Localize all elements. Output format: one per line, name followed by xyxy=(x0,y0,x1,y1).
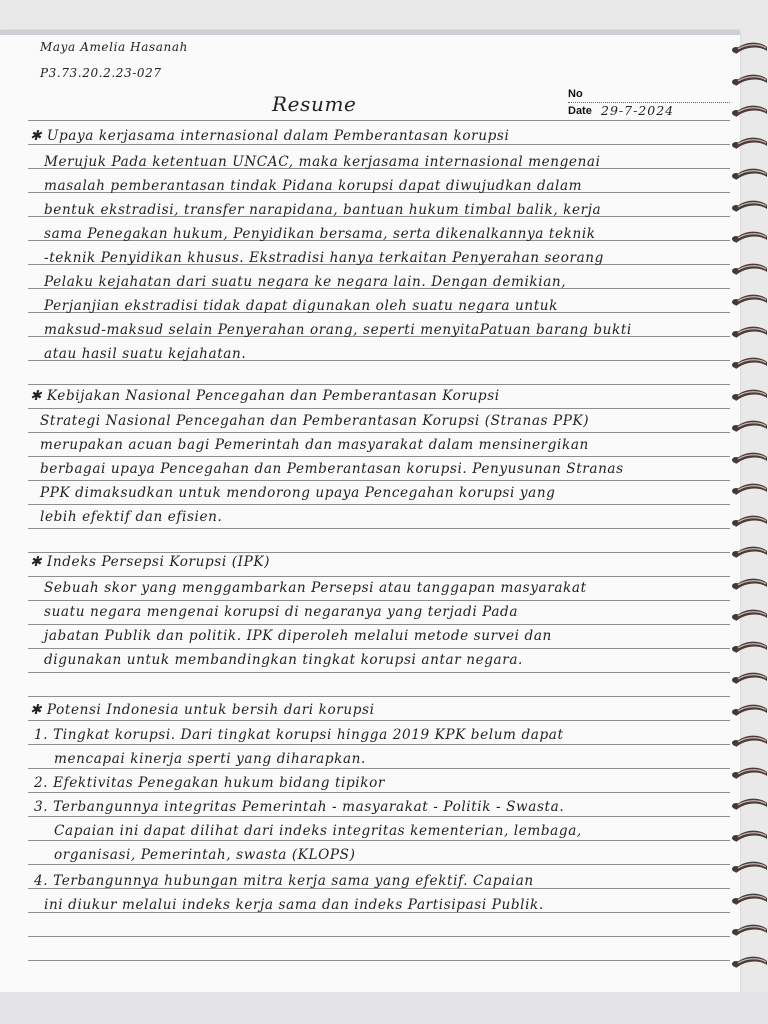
section-heading-3: ✱ Indeks Persepsi Korupsi (IPK) xyxy=(30,554,271,570)
text-line: bentuk ekstradisi, transfer narapidana, bantuan hukum timbal balik, kerja xyxy=(44,202,602,218)
ruled-line xyxy=(28,672,730,673)
text-line: masalah pemberantasan tindak Pidana korupsi dapat diwujudkan dalam xyxy=(44,178,583,194)
spiral-ring-icon xyxy=(730,168,768,182)
text-line: berbagai upaya Pencegahan dan Pemberantasan korupsi. Penyusunan Stranas xyxy=(40,461,624,477)
spiral-ring-icon xyxy=(730,861,768,875)
ruled-line xyxy=(28,768,730,769)
date-value: 29-7-2024 xyxy=(601,103,675,118)
list-item-continuation: Capaian ini dapat dilihat dari indeks integritas kementerian, lembaga, xyxy=(54,823,582,839)
text-line: -teknik Penyidikan khusus. Ekstradisi hanya terkaitan Penyerahan seorang xyxy=(44,250,604,266)
list-item: 4. Terbangunnya hubungan mitra kerja sama yang efektif. Capaian xyxy=(34,873,534,889)
ruled-line xyxy=(28,144,730,145)
spiral-ring-icon xyxy=(730,609,768,623)
ruled-line xyxy=(28,528,730,529)
list-item: 3. Terbangunnya integritas Pemerintah - masyarakat - Politik - Swasta. xyxy=(34,799,565,815)
spiral-ring-icon xyxy=(730,326,768,340)
spiral-ring-icon xyxy=(730,578,768,592)
star-bullet-icon: ✱ xyxy=(30,128,47,144)
list-item-continuation: ini diukur melalui indeks kerja sama dan indeks Partisipasi Publik. xyxy=(44,897,544,913)
list-item: 1. Tingkat korupsi. Dari tingkat korupsi hingga 2019 KPK belum dapat xyxy=(34,727,564,743)
spiral-ring-icon xyxy=(730,704,768,718)
spiral-ring-icon xyxy=(730,200,768,214)
list-item-continuation: organisasi, Pemerintah, swasta (KLOPS) xyxy=(54,847,356,863)
spiral-ring-icon xyxy=(730,735,768,749)
spiral-ring-icon xyxy=(730,389,768,403)
ruled-line xyxy=(28,936,730,937)
text-line: suatu negara mengenai korupsi di negaranya yang terjadi Pada xyxy=(44,604,519,620)
section-heading-2: ✱ Kebijakan Nasional Pencegahan dan Pemberantasan Korupsi xyxy=(30,388,500,404)
ruled-line xyxy=(28,696,730,697)
spiral-ring-icon xyxy=(730,515,768,529)
ruled-line xyxy=(28,624,730,625)
star-bullet-icon: ✱ xyxy=(30,388,47,404)
student-id: P3.73.20.2.23-027 xyxy=(40,66,162,80)
text-line: PPK dimaksudkan untuk mendorong upaya Pencegahan korupsi yang xyxy=(40,485,556,501)
text-line: sama Penegakan hukum, Penyidikan bersama, serta dikenalkannya teknik xyxy=(44,226,596,242)
text-line: Sebuah skor yang menggambarkan Persepsi atau tanggapan masyarakat xyxy=(44,580,587,596)
text-line: Strategi Nasional Pencegahan dan Pemberantasan Korupsi (Stranas PPK) xyxy=(40,413,590,429)
section-heading-4: ✱ Potensi Indonesia untuk bersih dari korupsi xyxy=(30,702,375,718)
ruled-line xyxy=(28,792,730,793)
page-top-band xyxy=(0,30,740,35)
spiral-ring-icon xyxy=(730,830,768,844)
list-item: 2. Efektivitas Penegakan hukum bidang tipikor xyxy=(34,775,385,791)
spiral-ring-icon xyxy=(730,42,768,56)
spiral-ring-icon xyxy=(730,74,768,88)
text-line: Merujuk Pada ketentuan UNCAC, maka kerjasama internasional mengenai xyxy=(44,154,601,170)
text-line: digunakan untuk membandingkan tingkat korupsi antar negara. xyxy=(44,652,523,668)
ruled-line xyxy=(28,504,730,505)
ruled-line xyxy=(28,960,730,961)
star-bullet-icon: ✱ xyxy=(30,702,47,718)
spiral-ring-icon xyxy=(730,956,768,970)
spiral-ring-icon xyxy=(730,672,768,686)
text-line: atau hasil suatu kejahatan. xyxy=(44,346,247,362)
spiral-ring-icon xyxy=(730,798,768,812)
spiral-ring-icon xyxy=(730,420,768,434)
spiral-ring-icon xyxy=(730,294,768,308)
spiral-ring-icon xyxy=(730,105,768,119)
ruled-line xyxy=(28,384,730,385)
star-bullet-icon: ✱ xyxy=(30,554,47,570)
page-title: Resume xyxy=(272,92,357,116)
student-name: Maya Amelia Hasanah xyxy=(40,40,188,54)
spiral-ring-icon xyxy=(730,137,768,151)
spiral-ring-icon xyxy=(730,357,768,371)
ruled-line xyxy=(28,840,730,841)
text-line: merupakan acuan bagi Pemerintah dan masyarakat dalam mensinergikan xyxy=(40,437,589,453)
text-line: maksud-maksud selain Penyerahan orang, seperti menyitaPatuan barang bukti xyxy=(44,322,632,338)
spiral-ring-icon xyxy=(730,641,768,655)
desk-background xyxy=(0,992,768,1024)
list-item-continuation: mencapai kinerja sperti yang diharapkan. xyxy=(54,751,366,767)
spiral-ring-icon xyxy=(730,483,768,497)
ruled-line xyxy=(28,600,730,601)
text-line: Perjanjian ekstradisi tidak dapat digunakan oleh suatu negara untuk xyxy=(44,298,558,314)
notebook-page xyxy=(0,30,740,992)
text-line: jabatan Publik dan politik. IPK diperoleh melalui metode survei dan xyxy=(44,628,552,644)
no-label: No xyxy=(568,88,583,100)
spiral-ring-icon xyxy=(730,546,768,560)
text-line: lebih efektif dan efisien. xyxy=(40,509,223,525)
ruled-line xyxy=(28,120,730,121)
ruled-line xyxy=(28,864,730,865)
ruled-line xyxy=(28,648,730,649)
spiral-ring-icon xyxy=(730,263,768,277)
ruled-line xyxy=(28,576,730,577)
ruled-line xyxy=(28,408,730,409)
date-label: Date xyxy=(568,105,592,117)
spiral-binding xyxy=(730,30,768,992)
ruled-line xyxy=(28,720,730,721)
ruled-line xyxy=(28,456,730,457)
no-field-line xyxy=(568,102,730,103)
ruled-line xyxy=(28,744,730,745)
spiral-ring-icon xyxy=(730,893,768,907)
spiral-ring-icon xyxy=(730,452,768,466)
spiral-ring-icon xyxy=(730,231,768,245)
section-heading-1: ✱ Upaya kerjasama internasional dalam Pemberantasan korupsi xyxy=(30,128,510,144)
ruled-line xyxy=(28,552,730,553)
ruled-line xyxy=(28,480,730,481)
text-line: Pelaku kejahatan dari suatu negara ke negara lain. Dengan demikian, xyxy=(44,274,567,290)
ruled-line xyxy=(28,816,730,817)
ruled-line xyxy=(28,432,730,433)
spiral-ring-icon xyxy=(730,924,768,938)
spiral-ring-icon xyxy=(730,767,768,781)
